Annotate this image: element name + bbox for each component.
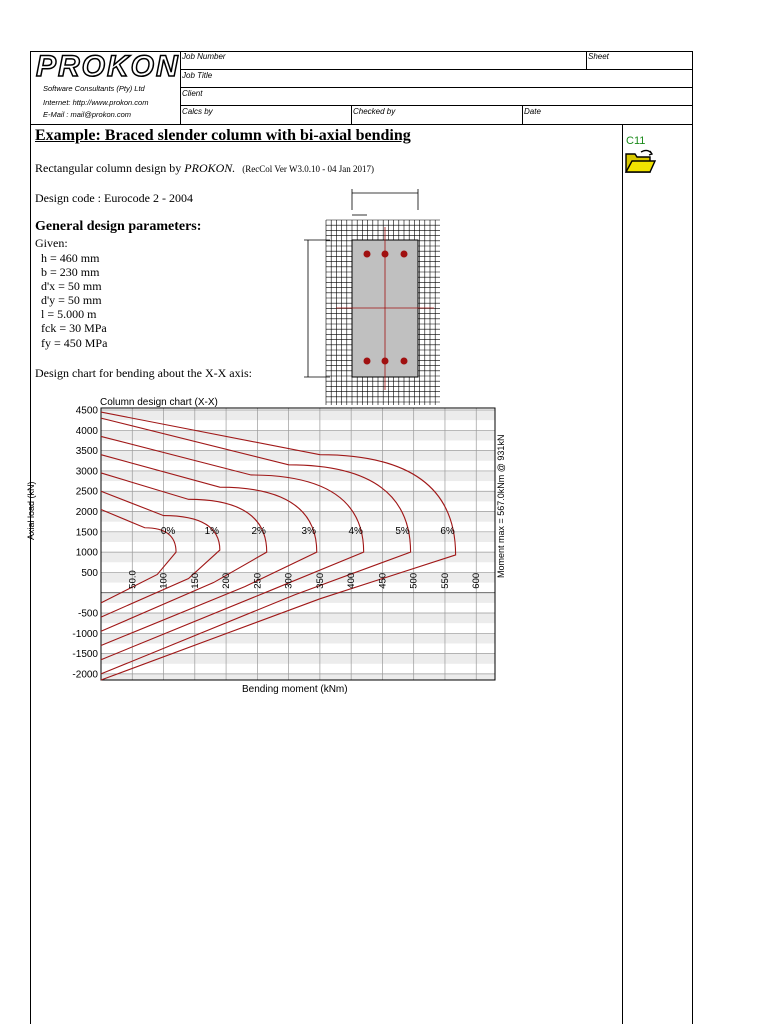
company-internet: Internet: http://www.prokon.com	[43, 98, 149, 107]
x-tick-label: 600	[471, 572, 483, 589]
y-tick-label: 500	[81, 567, 98, 579]
calcs-by-label: Calcs by	[182, 107, 213, 116]
y-tick-label: -1000	[72, 628, 98, 640]
section-code: C11	[626, 135, 646, 147]
company-name: Software Consultants (Pty) Ltd	[43, 84, 145, 93]
chart-band	[101, 674, 495, 680]
job-title-label: Job Title	[182, 71, 213, 80]
client-label: Client	[182, 89, 203, 98]
x-tick-label: 550	[439, 572, 451, 589]
chart-band	[101, 654, 495, 664]
param-dy: d'y = 50 mm	[41, 293, 102, 307]
y-tick-label: 2500	[75, 486, 98, 498]
series-label: 6%	[440, 525, 455, 537]
chart-band	[101, 512, 495, 522]
chart-caption: Design chart for bending about the X-X axis:	[35, 366, 252, 380]
chart-title: Column design chart (X-X)	[100, 397, 218, 408]
series-label: 0%	[160, 525, 176, 537]
y-tick-label: 3500	[75, 446, 98, 458]
x-tick-label: 400	[346, 572, 358, 589]
series-label: 1%	[204, 525, 220, 537]
x-tick-label: 100	[158, 572, 170, 589]
page-title: Example: Braced slender column with bi-axial bending	[35, 127, 411, 144]
job-number-label: Job Number	[182, 52, 226, 61]
y-tick-label: 3000	[75, 466, 98, 478]
y-tick-label: 4500	[75, 405, 98, 417]
chart-band	[101, 593, 495, 603]
series-label: 2%	[251, 525, 266, 537]
param-fy: fy = 450 MPa	[41, 336, 108, 350]
x-tick-label: 200	[221, 572, 233, 589]
y-tick-label: -500	[77, 608, 98, 620]
y-tick-label: -2000	[72, 669, 98, 681]
intro-program: PROKON.	[184, 161, 236, 175]
series-label: 4%	[348, 525, 363, 537]
param-b: b = 230 mm	[41, 265, 100, 279]
param-fck: fck = 30 MPa	[41, 321, 107, 335]
x-tick-label: 300	[283, 572, 295, 589]
chart-xlabel: Bending moment (kNm)	[242, 684, 348, 695]
y-tick-label: 4000	[75, 425, 98, 437]
intro-prefix: Rectangular column design by	[35, 161, 182, 175]
series-label: 5%	[395, 525, 410, 537]
checked-by-label: Checked by	[353, 107, 396, 116]
company-email: E-Mail : mail@prokon.com	[43, 110, 132, 119]
x-tick-label: 150	[189, 572, 201, 589]
prokon-logo: PROKON	[36, 50, 180, 83]
chart-band	[101, 410, 495, 420]
x-tick-label: 50.0	[127, 570, 139, 589]
y-tick-label: 2000	[75, 507, 98, 519]
sheet-label: Sheet	[588, 52, 609, 61]
series-label: 3%	[301, 525, 316, 537]
chart-band	[101, 633, 495, 643]
x-tick-label: 500	[408, 572, 420, 589]
param-l: l = 5.000 m	[41, 307, 97, 321]
intro-version: (RecCol Ver W3.0.10 - 04 Jan 2017)	[242, 164, 374, 174]
param-dx: d'x = 50 mm	[41, 279, 102, 293]
chart-series-line	[101, 436, 364, 659]
y-tick-label: 1500	[75, 527, 98, 539]
chart-right-label: Moment max = 567.0kNm @ 931kN	[496, 434, 506, 578]
chart-ylabel: Axial load (kN)	[26, 481, 36, 540]
param-h: h = 460 mm	[41, 251, 100, 265]
date-label: Date	[524, 107, 541, 116]
x-tick-label: 350	[314, 572, 326, 589]
chart-band	[101, 430, 495, 440]
design-code: Design code : Eurocode 2 - 2004	[35, 191, 193, 205]
params-heading: General design parameters:	[35, 219, 202, 234]
x-tick-label: 450	[377, 572, 389, 589]
params-given: Given:	[35, 236, 68, 250]
y-tick-label: -1500	[72, 649, 98, 661]
y-tick-label: 1000	[75, 547, 98, 559]
x-tick-label: 250	[252, 572, 264, 589]
